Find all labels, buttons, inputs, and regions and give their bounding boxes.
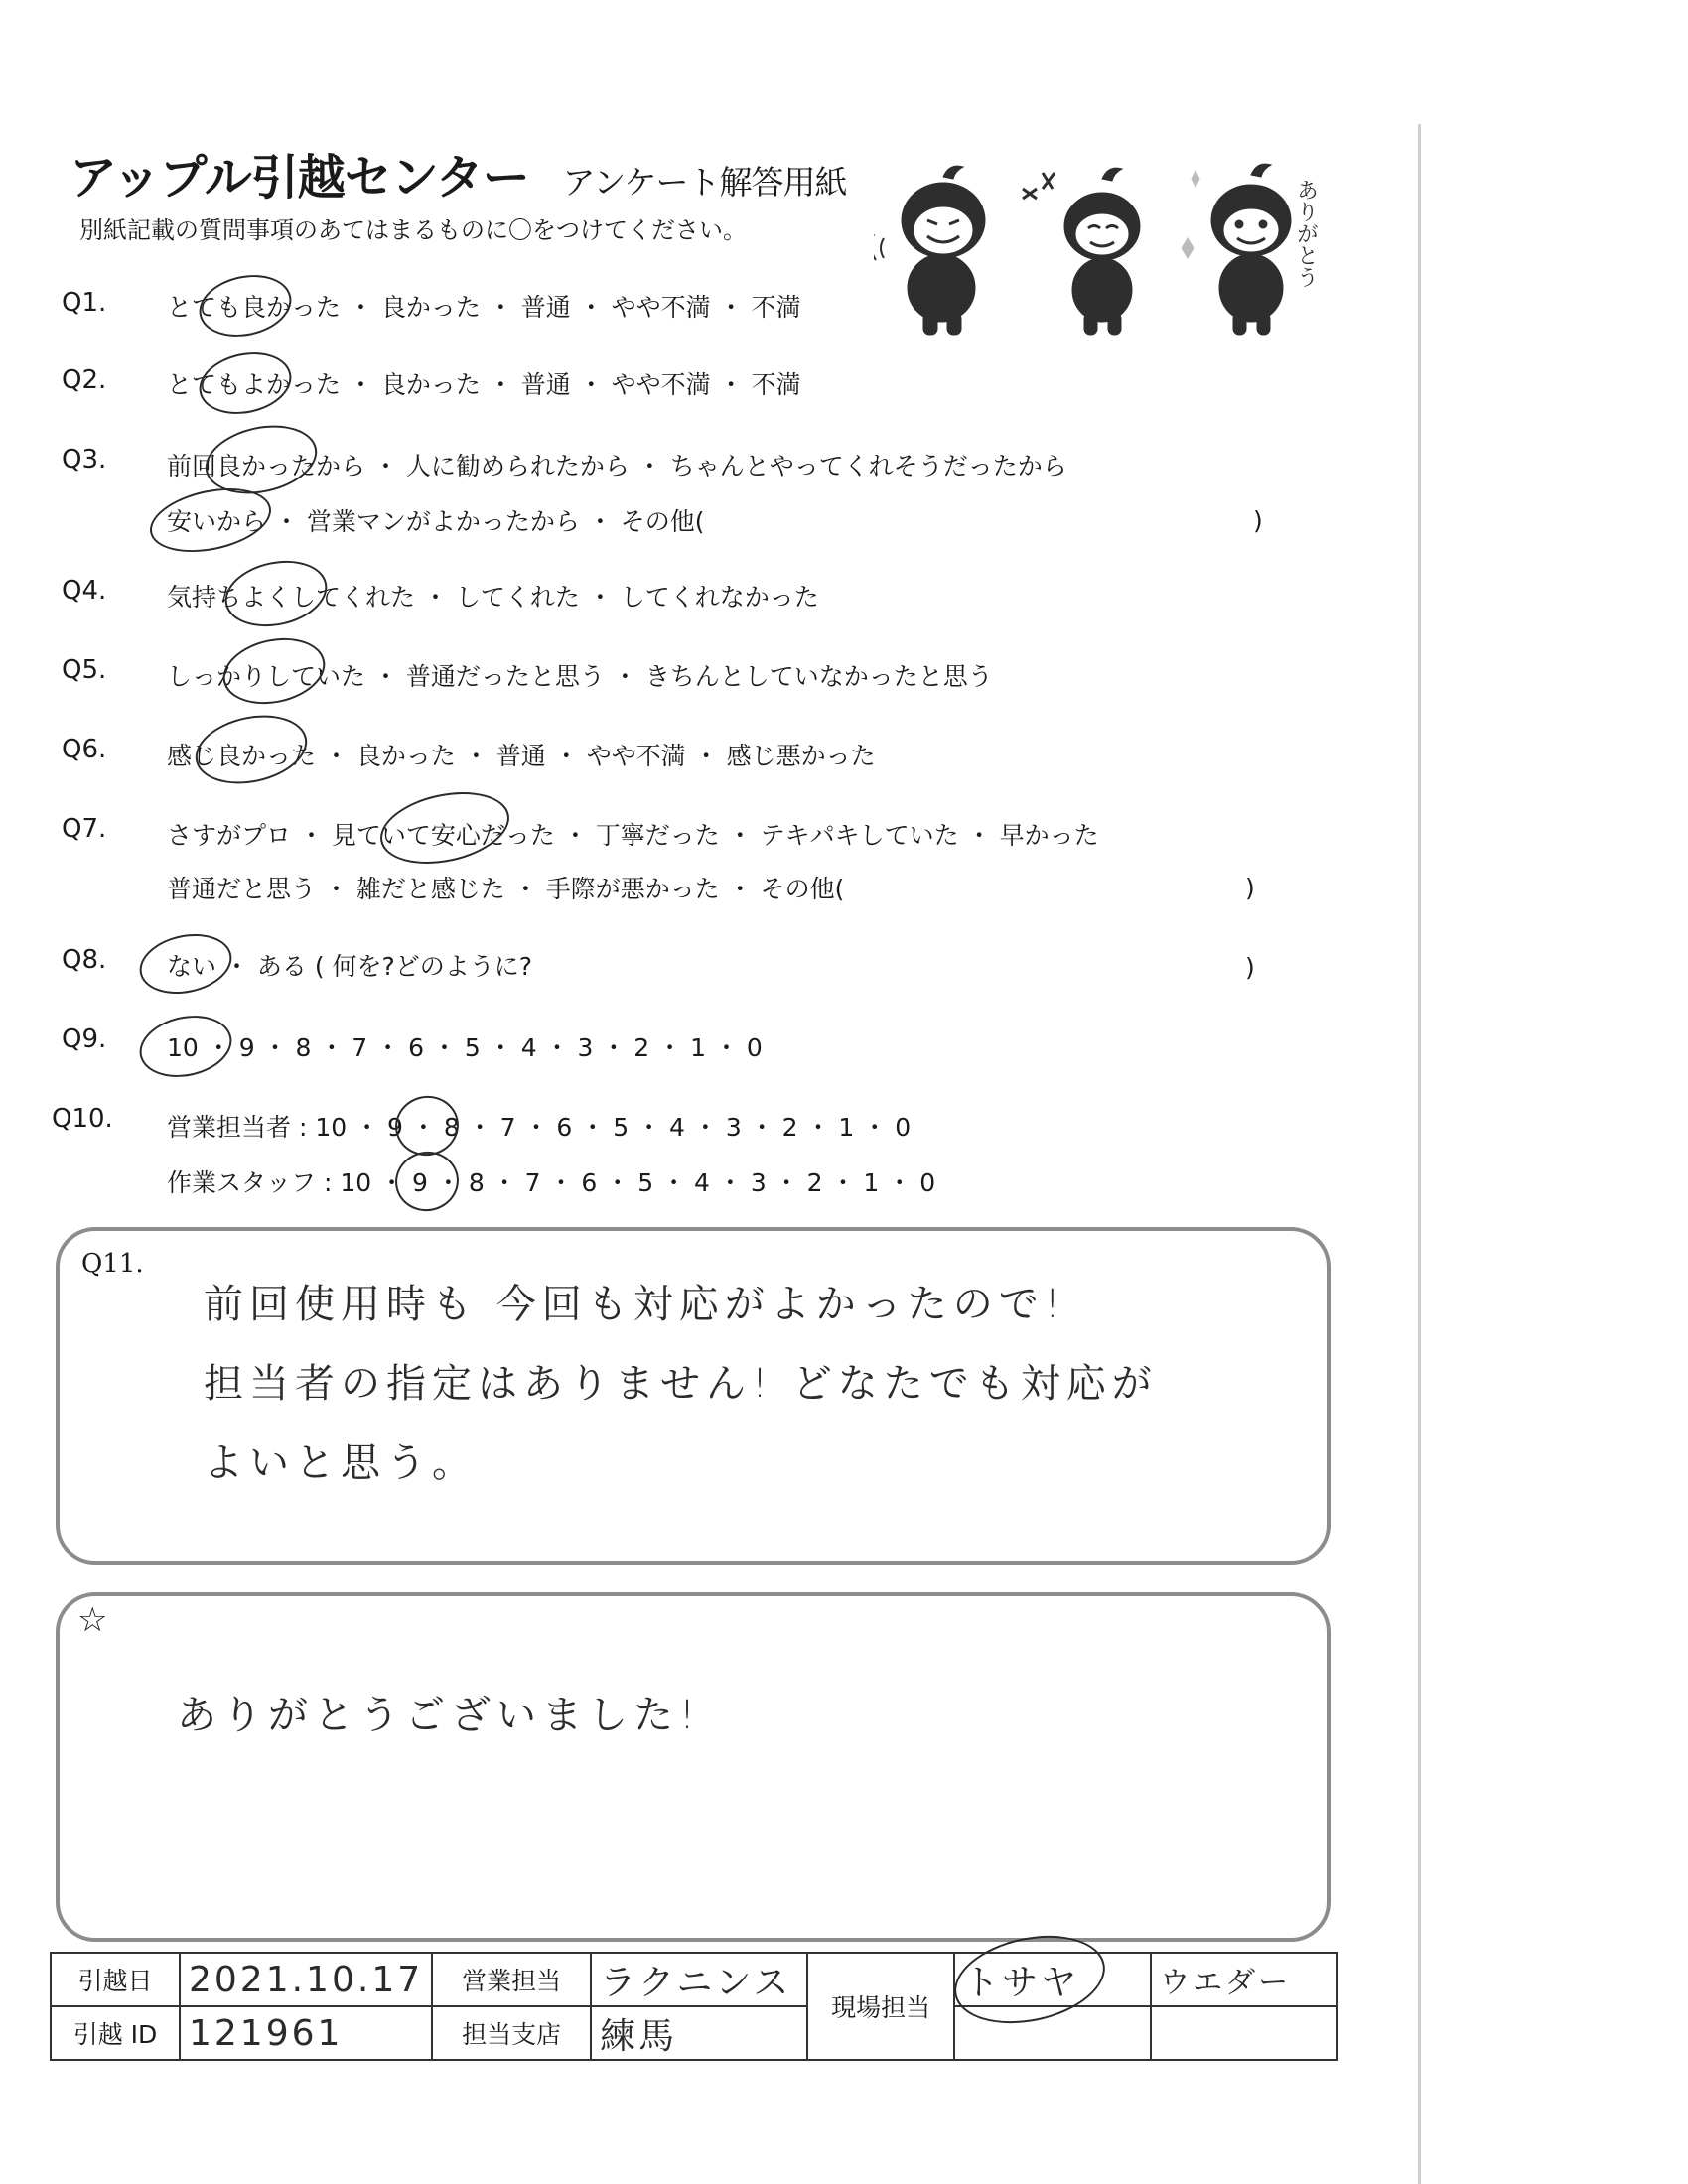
company-name: アップル引越センター bbox=[70, 150, 529, 205]
answer-circle-q4 bbox=[218, 552, 333, 635]
q3-options-line1: 前回良かったから ・ 人に勧められたから ・ ちゃんとやってくれそうだったから bbox=[167, 452, 1067, 480]
sales-name: ラクニンス bbox=[591, 1953, 807, 2006]
q8-close-paren: ) bbox=[1245, 953, 1255, 982]
q7-close-paren: ) bbox=[1245, 874, 1255, 902]
move-date-label: 引越日 bbox=[51, 1953, 180, 2006]
q10-sales-scale: 営業担当者 : 10 ・ 9 ・ 8 ・ 7 ・ 6 ・ 5 ・ 4 ・ 3 ・ 2 ・ 1 ・ 0 bbox=[167, 1113, 912, 1142]
mascot-caption: ありがとう bbox=[1293, 179, 1319, 288]
q11-line1: 前回使用時も 今回も対応がよかったので! bbox=[204, 1282, 1066, 1327]
q9-scale: 10 ・ 9 ・ 8 ・ 7 ・ 6 ・ 5 ・ 4 ・ 3 ・ 2 ・ 1 ・ 0 bbox=[167, 1033, 763, 1062]
q8-options: ない ・ ある ( 何を?どのように? bbox=[167, 952, 533, 981]
q7-options-line2: 普通だと思う ・ 雑だと感じた ・ 手際が悪かった ・ その他( bbox=[167, 875, 845, 903]
q6-number: Q6. bbox=[62, 735, 107, 764]
answer-circle-q7 bbox=[373, 781, 515, 875]
comment-text: ありがとうございました! bbox=[177, 1693, 702, 1738]
move-id-value: 121961 bbox=[180, 2006, 432, 2060]
staff-info-table bbox=[50, 1952, 1338, 2061]
q11-number: Q11. bbox=[81, 1249, 144, 1279]
site-label: 現場担当 bbox=[807, 1953, 954, 2060]
q1-number: Q1. bbox=[62, 288, 107, 318]
form-name: アンケート解答用紙 bbox=[562, 163, 847, 202]
site-staff-2: ウエダー bbox=[1151, 1953, 1337, 2006]
q9-number: Q9. bbox=[62, 1024, 107, 1054]
q7-options-line1: さすがプロ ・ 見ていて安心だった ・ 丁寧だった ・ テキパキしていた ・ 早かった bbox=[167, 821, 1099, 850]
q10-staff-scale: 作業スタッフ : 10 ・ 9 ・ 8 ・ 7 ・ 6 ・ 5 ・ 4 ・ 3 ・ 2 ・ 1 ・ 0 bbox=[167, 1168, 936, 1197]
q7-number: Q7. bbox=[62, 814, 107, 844]
answer-circle-q1 bbox=[194, 267, 297, 344]
q2-options: とてもよかった ・ 良かった ・ 普通 ・ やや不満 ・ 不満 bbox=[167, 370, 801, 399]
instruction-text: 別紙記載の質問事項のあてはまるものに〇をつけてください。 bbox=[79, 216, 747, 244]
branch-label: 担当支店 bbox=[432, 2006, 591, 2060]
comment-box bbox=[56, 1592, 1331, 1942]
answer-circle-q10-staff bbox=[389, 1146, 464, 1217]
site-empty-cell-2 bbox=[1151, 2006, 1337, 2060]
form-title bbox=[70, 139, 847, 207]
answer-circle-q8 bbox=[134, 926, 237, 1002]
move-date-value: 2021.10.17 bbox=[180, 1953, 432, 2006]
branch-name: 練馬 bbox=[591, 2006, 807, 2060]
site-staff-1: トサヤ bbox=[954, 1953, 1151, 2006]
q10-number: Q10. bbox=[52, 1104, 113, 1134]
q1-options: とても良かった ・ 良かった ・ 普通 ・ やや不満 ・ 不満 bbox=[167, 293, 801, 322]
answer-circle-q6 bbox=[189, 706, 313, 793]
q5-number: Q5. bbox=[62, 655, 107, 685]
answer-circle-q9 bbox=[134, 1008, 237, 1085]
q3-options-line2: 安いから ・ 営業マンがよかったから ・ その他( bbox=[167, 507, 705, 536]
q5-options: しっかりしていた ・ 普通だったと思う ・ きちんとしていなかったと思う bbox=[167, 662, 993, 691]
q4-options: 気持ちよくしてくれた ・ してくれた ・ してくれなかった bbox=[167, 583, 819, 612]
answer-circle-q2 bbox=[194, 344, 297, 422]
q2-number: Q2. bbox=[62, 365, 107, 395]
sales-label: 営業担当 bbox=[432, 1953, 591, 2006]
move-id-label: 引越 ID bbox=[51, 2006, 180, 2060]
q3-close-paren: ) bbox=[1253, 506, 1263, 535]
q11-line3: よいと思う。 bbox=[204, 1440, 478, 1486]
q11-line2: 担当者の指定はありません! どなたでも対応が bbox=[204, 1361, 1158, 1407]
q4-number: Q4. bbox=[62, 576, 107, 606]
q8-number: Q8. bbox=[62, 945, 107, 975]
page-edge bbox=[1418, 124, 1421, 2184]
q3-number: Q3. bbox=[62, 445, 107, 475]
q6-options: 感じ良かった ・ 良かった ・ 普通 ・ やや不満 ・ 感じ悪かった bbox=[167, 742, 876, 770]
answer-circle-q5 bbox=[216, 629, 331, 713]
monkey-mascot-icon bbox=[874, 159, 1331, 338]
star-icon: ☆ bbox=[77, 1600, 108, 1640]
